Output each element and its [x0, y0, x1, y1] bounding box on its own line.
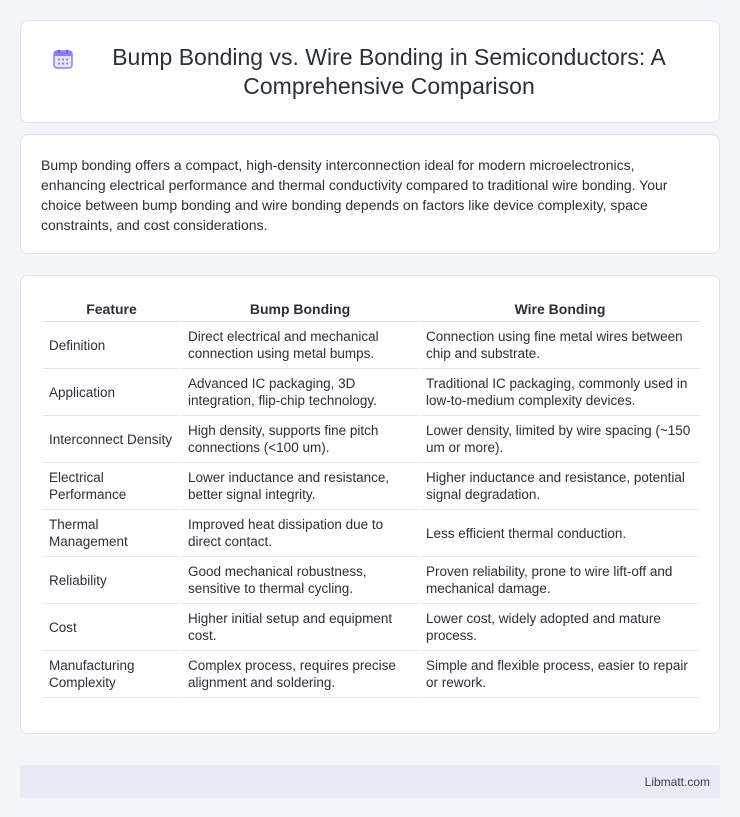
page-title: Bump Bonding vs. Wire Bonding in Semiconductors: A Comprehensive Comparison — [112, 43, 666, 99]
wire-cell: Connection using fine metal wires between chip and substrate. — [420, 322, 700, 369]
comparison-card — [20, 275, 720, 734]
intro-paragraph: Bump bonding offers a compact, high-density interconnection ideal for modern microelectronics, enhancing electrical performance and thermal conductivity compared to traditional wire bonding. Your choice between bump bonding and wire bonding depends on factors like device complexity, space constraints, and cost considerations. — [41, 157, 668, 233]
header-wire-bonding: Wire Bonding — [420, 296, 700, 322]
wire-cell: Traditional IC packaging, commonly used in low-to-medium complexity devices. — [420, 369, 700, 416]
feature-cell: Definition — [43, 322, 180, 369]
wire-cell: Lower density, limited by wire spacing (~150 um or more). — [420, 416, 700, 463]
table-row — [43, 651, 700, 698]
comparison-table — [41, 296, 702, 698]
table-row — [43, 557, 700, 604]
feature-cell: Manufacturing Complexity — [43, 651, 180, 698]
bump-cell: Lower inductance and resistance, better signal integrity. — [182, 463, 418, 510]
wire-cell: Proven reliability, prone to wire lift-off and mechanical damage. — [420, 557, 700, 604]
bump-cell: Complex process, requires precise alignment and soldering. — [182, 651, 418, 698]
feature-cell: Application — [43, 369, 180, 416]
header-bump-bonding: Bump Bonding — [182, 296, 418, 322]
wire-cell: Higher inductance and resistance, potential signal degradation. — [420, 463, 700, 510]
title-card — [20, 20, 720, 123]
table-row — [43, 463, 700, 510]
bump-cell: Higher initial setup and equipment cost. — [182, 604, 418, 651]
feature-cell: Interconnect Density — [43, 416, 180, 463]
footer-brand-link[interactable]: Libmatt.com — [644, 774, 710, 789]
calendar-grid-icon — [51, 47, 75, 71]
header-feature: Feature — [43, 296, 180, 322]
title-row — [51, 43, 689, 101]
wire-cell: Less efficient thermal conduction. — [420, 510, 700, 557]
bump-cell: Good mechanical robustness, sensitive to thermal cycling. — [182, 557, 418, 604]
bump-cell: Improved heat dissipation due to direct contact. — [182, 510, 418, 557]
wire-cell: Simple and flexible process, easier to repair or rework. — [420, 651, 700, 698]
table-row — [43, 510, 700, 557]
table-row — [43, 416, 700, 463]
feature-cell: Electrical Performance — [43, 463, 180, 510]
table-row — [43, 604, 700, 651]
feature-cell: Reliability — [43, 557, 180, 604]
bump-cell: Advanced IC packaging, 3D integration, flip-chip technology. — [182, 369, 418, 416]
bump-cell: Direct electrical and mechanical connection using metal bumps. — [182, 322, 418, 369]
intro-card — [20, 134, 720, 254]
bump-cell: High density, supports fine pitch connections (<100 um). — [182, 416, 418, 463]
feature-cell: Thermal Management — [43, 510, 180, 557]
wire-cell: Lower cost, widely adopted and mature process. — [420, 604, 700, 651]
table-row — [43, 369, 700, 416]
table-row — [43, 322, 700, 369]
feature-cell: Cost — [43, 604, 180, 651]
table-header-row — [43, 296, 700, 322]
footer-bar — [20, 765, 720, 798]
